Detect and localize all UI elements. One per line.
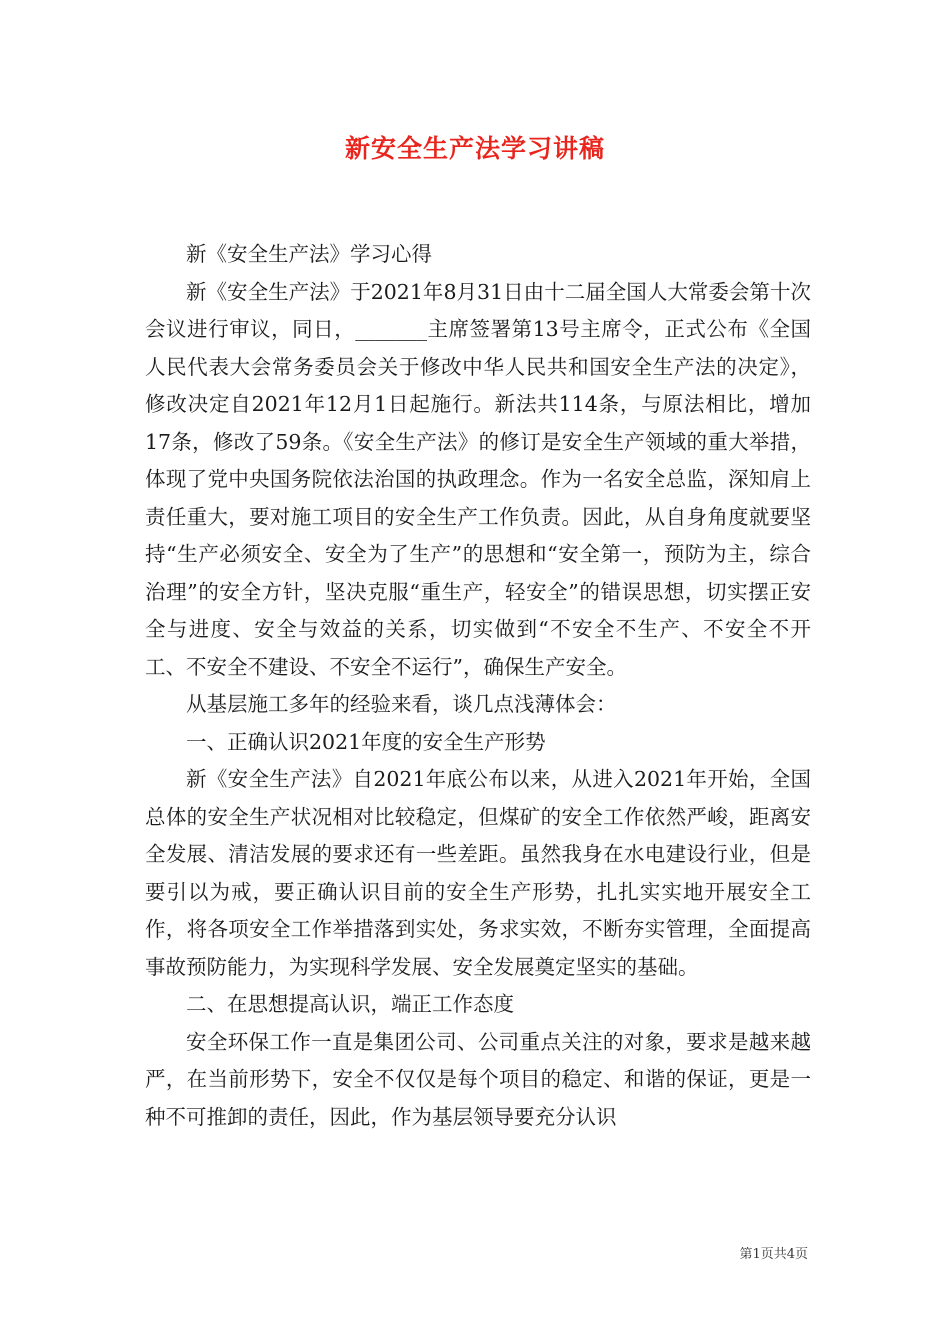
paragraph: 安全环保工作一直是集团公司、公司重点关注的对象，要求是越来越严，在当前形势下，安全不仅仅是每个项目的稳定、和谐的保证，更是一种不可推卸的责任，因此，作为基层领导要充分认识 (145, 1029, 811, 1129)
section-heading: 一、正确认识2021年度的安全生产形势 (186, 729, 546, 754)
paragraph: 新《安全生产法》自2021年底公布以来，从进入2021年开始，全国总体的安全生产状况相对比较稳定，但煤矿的安全工作依然严峻，距离安全发展、清洁发展的要求还有一些差距。虽然我身在水电建设行业，但是要引以为戒，要正确认识目前的安全生产形势，扎扎实实地开展安全工作，将各项安全工作举措落到实处，务求实效，不断夯实管理，全面提高事故预防能力，为实现科学发展、安全发展奠定坚实的基础。 (145, 767, 811, 979)
page-number-footer: 第1页共4页 (739, 1247, 808, 1262)
document-title: 新安全生产法学习讲稿 (344, 134, 605, 163)
section-heading: 二、在思想提高认识，端正工作态度 (186, 992, 514, 1016)
document-body (145, 236, 811, 1136)
paragraph-subtitle: 新《安全生产法》学习心得 (186, 242, 432, 266)
paragraph: 新《安全生产法》于2021年8月31日由十二届全国人大常委会第十次会议进行审议，同日，_______主席签署第13号主席令，正式公布《全国人民代表大会常务委员会关于修改中华人民共和国安全生产法的决定》，修改决定自2021年12月1日起施行。新法共114条，与原法相比，增加17条，修改了59条。《安全生产法》的修订是安全生产领域的重大举措，体现了党中央国务院依法治国的执政理念。作为一名安全总监，深知肩上责任重大，要对施工项目的安全生产工作负责。因此，从自身角度就要坚持“生产必须安全、安全为了生产”的思想和“安全第一，预防为主，综合治理”的安全方针，坚决克服“重生产，轻安全”的错误思想，切实摆正安全与进度、安全与效益的关系，切实做到“不安全不生产、不安全不开工、不安全不建设、不安全不运行”，确保生产安全。 (145, 279, 811, 679)
paragraph: 从基层施工多年的经验来看，谈几点浅薄体会： (186, 692, 617, 716)
